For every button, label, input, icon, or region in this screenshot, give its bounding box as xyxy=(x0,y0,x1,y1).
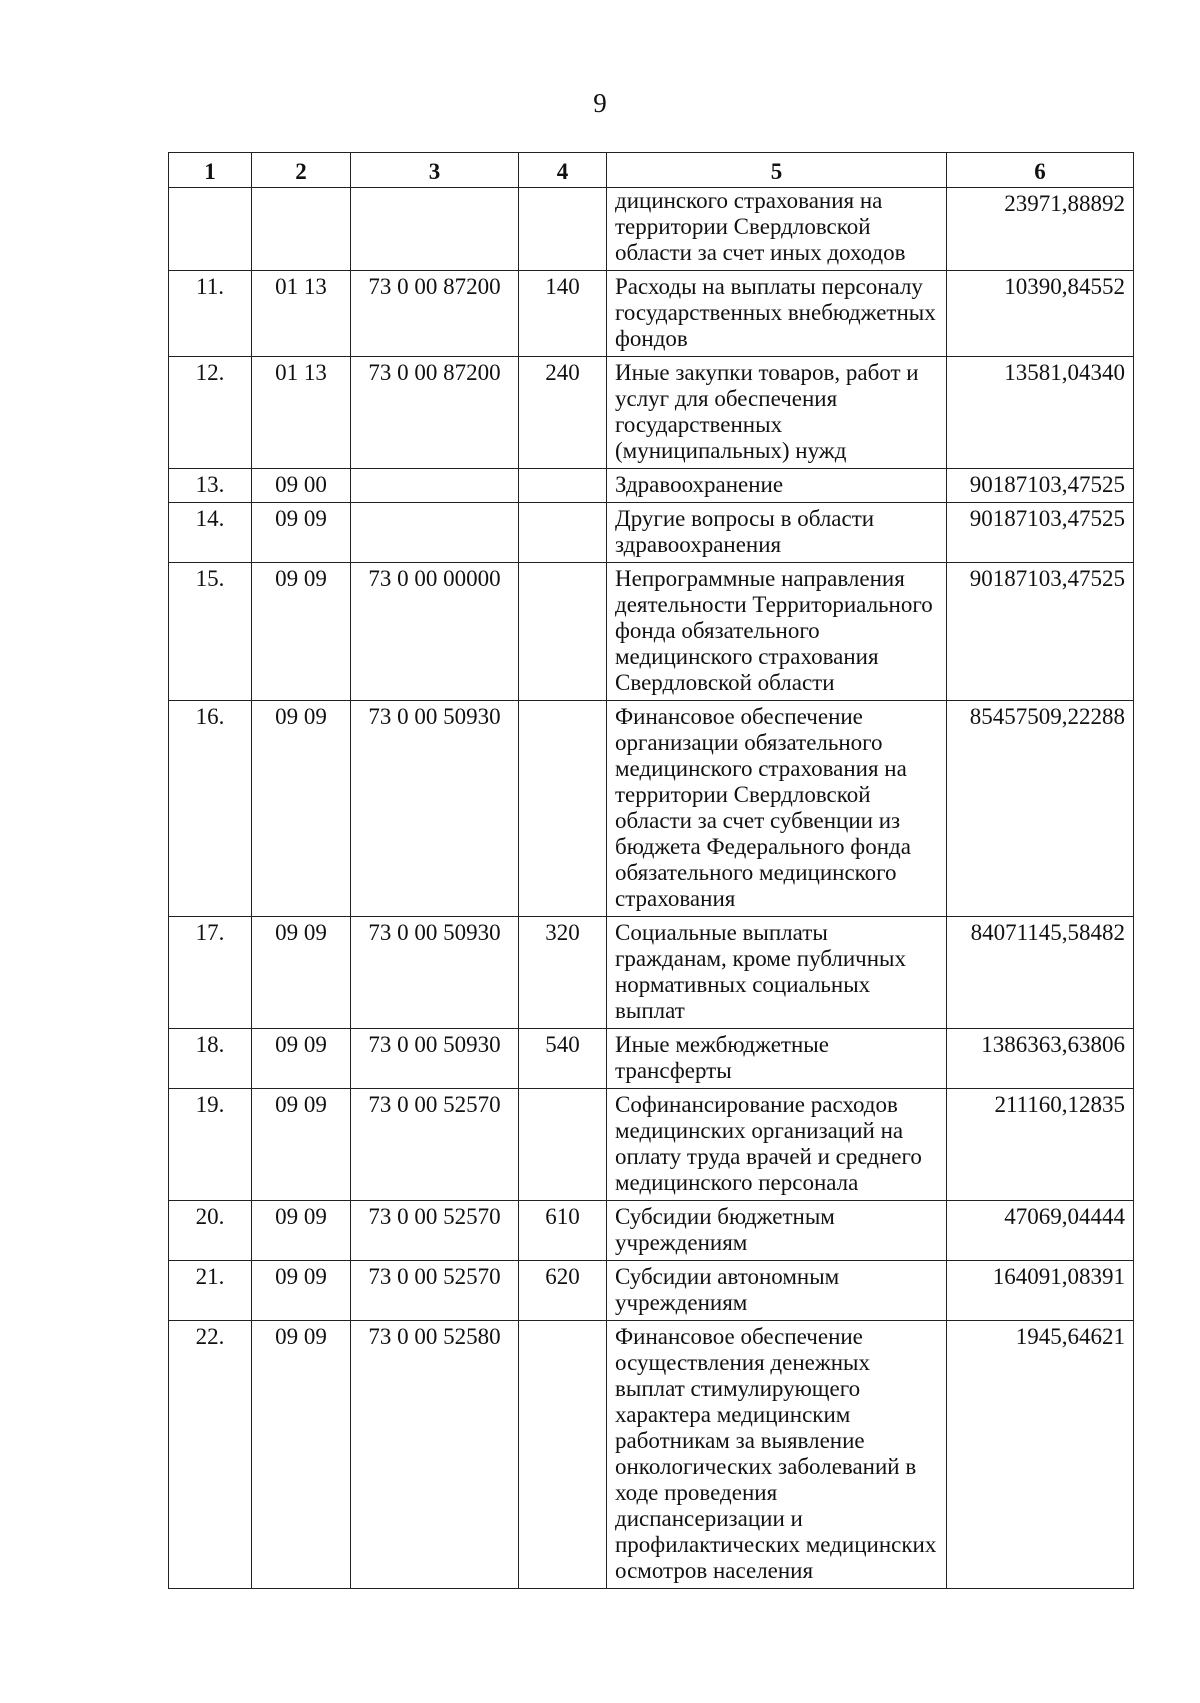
column-header-3: 3 xyxy=(351,153,519,188)
item-description: Финансовое обеспечение осуществления денежных выплат стимулирующего характера медицинским работникам за выявление онкологических заболеваний в ходе проведения диспансеризации и профилактических медицинских осмотров населения xyxy=(607,1321,947,1589)
section-code: 09 00 xyxy=(252,469,351,503)
table-header-row xyxy=(169,153,1134,188)
table-row xyxy=(169,1029,1134,1089)
section-code: 09 09 xyxy=(252,563,351,701)
table-row xyxy=(169,563,1134,701)
expense-type-code xyxy=(519,1089,607,1201)
item-description: Социальные выплаты гражданам, кроме публичных нормативных социальных выплат xyxy=(607,917,947,1029)
amount: 10390,84552 xyxy=(947,271,1134,357)
target-article-code: 73 0 00 52570 xyxy=(351,1201,519,1261)
item-description: Непрограммные направления деятельности Территориального фонда обязательного медицинского страхования Свердловской области xyxy=(607,563,947,701)
expense-type-code: 540 xyxy=(519,1029,607,1089)
section-code: 09 09 xyxy=(252,1201,351,1261)
section-code xyxy=(252,188,351,271)
target-article-code xyxy=(351,188,519,271)
item-description: Софинансирование расходов медицинских организаций на оплату труда врачей и среднего медицинского персонала xyxy=(607,1089,947,1201)
target-article-code: 73 0 00 50930 xyxy=(351,917,519,1029)
target-article-code: 73 0 00 50930 xyxy=(351,1029,519,1089)
table-row xyxy=(169,188,1134,271)
expense-type-code xyxy=(519,1321,607,1589)
item-description: Здравоохранение xyxy=(607,469,947,503)
item-description: Финансовое обеспечение организации обязательного медицинского страхования на территории Свердловской области за счет субвенции из бюджета Федерального фонда обязательного медицинского страхования xyxy=(607,701,947,917)
table-row xyxy=(169,1321,1134,1589)
section-code: 09 09 xyxy=(252,1261,351,1321)
target-article-code: 73 0 00 52570 xyxy=(351,1089,519,1201)
amount: 90187103,47525 xyxy=(947,469,1134,503)
amount: 1945,64621 xyxy=(947,1321,1134,1589)
table-row xyxy=(169,1089,1134,1201)
expense-type-code: 610 xyxy=(519,1201,607,1261)
row-number: 13. xyxy=(169,469,252,503)
row-number: 19. xyxy=(169,1089,252,1201)
target-article-code: 73 0 00 87200 xyxy=(351,357,519,469)
expense-type-code: 620 xyxy=(519,1261,607,1321)
target-article-code xyxy=(351,469,519,503)
expense-type-code: 140 xyxy=(519,271,607,357)
item-description: дицинского страхования на территории Свердловской области за счет иных доходов xyxy=(607,188,947,271)
table-row xyxy=(169,701,1134,917)
table-row xyxy=(169,469,1134,503)
row-number xyxy=(169,188,252,271)
page-number: 9 xyxy=(593,88,607,118)
table-row xyxy=(169,1261,1134,1321)
target-article-code: 73 0 00 00000 xyxy=(351,563,519,701)
row-number: 16. xyxy=(169,701,252,917)
row-number: 22. xyxy=(169,1321,252,1589)
budget-table xyxy=(168,152,1134,1589)
column-header-6: 6 xyxy=(947,153,1134,188)
row-number: 18. xyxy=(169,1029,252,1089)
column-header-5: 5 xyxy=(607,153,947,188)
section-code: 09 09 xyxy=(252,1089,351,1201)
target-article-code: 73 0 00 50930 xyxy=(351,701,519,917)
row-number: 21. xyxy=(169,1261,252,1321)
column-header-1: 1 xyxy=(169,153,252,188)
amount: 90187103,47525 xyxy=(947,563,1134,701)
row-number: 14. xyxy=(169,503,252,563)
row-number: 17. xyxy=(169,917,252,1029)
section-code: 09 09 xyxy=(252,917,351,1029)
row-number: 11. xyxy=(169,271,252,357)
item-description: Субсидии бюджетным учреждениям xyxy=(607,1201,947,1261)
section-code: 09 09 xyxy=(252,1321,351,1589)
amount: 23971,88892 xyxy=(947,188,1134,271)
item-description: Расходы на выплаты персоналу государственных внебюджетных фондов xyxy=(607,271,947,357)
table-row xyxy=(169,271,1134,357)
row-number: 15. xyxy=(169,563,252,701)
expense-type-code xyxy=(519,701,607,917)
item-description: Другие вопросы в области здравоохранения xyxy=(607,503,947,563)
target-article-code xyxy=(351,503,519,563)
expense-type-code xyxy=(519,563,607,701)
amount: 85457509,22288 xyxy=(947,701,1134,917)
item-description: Иные закупки товаров, работ и услуг для обеспечения государственных (муниципальных) нужд xyxy=(607,357,947,469)
amount: 1386363,63806 xyxy=(947,1029,1134,1089)
target-article-code: 73 0 00 87200 xyxy=(351,271,519,357)
expense-type-code: 240 xyxy=(519,357,607,469)
table-row xyxy=(169,503,1134,563)
item-description: Субсидии автономным учреждениям xyxy=(607,1261,947,1321)
column-header-4: 4 xyxy=(519,153,607,188)
column-header-2: 2 xyxy=(252,153,351,188)
expense-type-code xyxy=(519,188,607,271)
section-code: 09 09 xyxy=(252,701,351,917)
row-number: 12. xyxy=(169,357,252,469)
expense-type-code xyxy=(519,503,607,563)
target-article-code: 73 0 00 52580 xyxy=(351,1321,519,1589)
amount: 164091,08391 xyxy=(947,1261,1134,1321)
amount: 90187103,47525 xyxy=(947,503,1134,563)
table-row xyxy=(169,917,1134,1029)
table-row xyxy=(169,357,1134,469)
item-description: Иные межбюджетные трансферты xyxy=(607,1029,947,1089)
row-number: 20. xyxy=(169,1201,252,1261)
amount: 211160,12835 xyxy=(947,1089,1134,1201)
amount: 84071145,58482 xyxy=(947,917,1134,1029)
section-code: 09 09 xyxy=(252,503,351,563)
table-row xyxy=(169,1201,1134,1261)
section-code: 09 09 xyxy=(252,1029,351,1089)
section-code: 01 13 xyxy=(252,357,351,469)
amount: 13581,04340 xyxy=(947,357,1134,469)
expense-type-code xyxy=(519,469,607,503)
section-code: 01 13 xyxy=(252,271,351,357)
target-article-code: 73 0 00 52570 xyxy=(351,1261,519,1321)
expense-type-code: 320 xyxy=(519,917,607,1029)
amount: 47069,04444 xyxy=(947,1201,1134,1261)
